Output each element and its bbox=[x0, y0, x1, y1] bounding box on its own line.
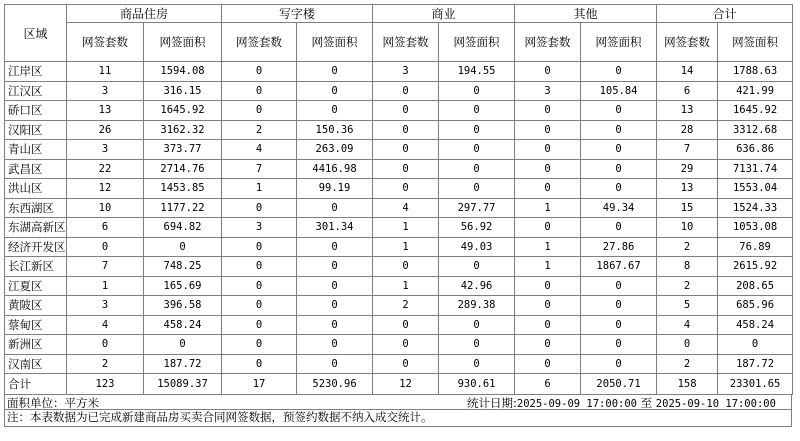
other-area-cell: 49.34 bbox=[581, 198, 657, 218]
sub-header-count: 网签套数 bbox=[515, 23, 581, 62]
office-area-cell: 0 bbox=[297, 315, 373, 335]
office-count-cell: 0 bbox=[222, 81, 297, 101]
table-row bbox=[5, 179, 793, 199]
other-area-cell: 0 bbox=[581, 315, 657, 335]
office-area-cell: 0 bbox=[297, 335, 373, 355]
commercial-area-cell: 0 bbox=[439, 315, 515, 335]
other-area-cell: 0 bbox=[581, 120, 657, 140]
office-area-cell: 263.09 bbox=[297, 140, 373, 160]
other-area-cell: 0 bbox=[581, 62, 657, 82]
total-area-cell: 23301.65 bbox=[718, 374, 793, 395]
commercial-count-cell: 0 bbox=[373, 120, 439, 140]
commercial-area-cell: 0 bbox=[439, 354, 515, 374]
office-area-cell: 0 bbox=[297, 62, 373, 82]
region-cell: 东西湖区 bbox=[5, 198, 67, 218]
office-area-cell: 0 bbox=[297, 354, 373, 374]
region-cell: 合计 bbox=[5, 374, 67, 395]
other-count-cell: 0 bbox=[515, 179, 581, 199]
residential-area-cell: 373.77 bbox=[144, 140, 222, 160]
office-area-cell: 0 bbox=[297, 276, 373, 296]
residential-count-cell: 2 bbox=[67, 354, 144, 374]
residential-area-cell: 694.82 bbox=[144, 218, 222, 238]
residential-area-cell: 187.72 bbox=[144, 354, 222, 374]
total-area-cell: 458.24 bbox=[718, 315, 793, 335]
commercial-area-cell: 0 bbox=[439, 101, 515, 121]
sub-header-count: 网签套数 bbox=[657, 23, 718, 62]
commercial-count-cell: 4 bbox=[373, 198, 439, 218]
residential-count-cell: 10 bbox=[67, 198, 144, 218]
office-area-cell: 0 bbox=[297, 296, 373, 316]
table-row bbox=[5, 140, 793, 160]
residential-count-cell: 26 bbox=[67, 120, 144, 140]
other-area-cell: 0 bbox=[581, 218, 657, 238]
total-count-cell: 0 bbox=[657, 335, 718, 355]
office-count-cell: 0 bbox=[222, 101, 297, 121]
total-area-cell: 1553.04 bbox=[718, 179, 793, 199]
other-count-cell: 0 bbox=[515, 335, 581, 355]
commercial-area-cell: 289.38 bbox=[439, 296, 515, 316]
commercial-area-cell: 297.77 bbox=[439, 198, 515, 218]
table-row bbox=[5, 257, 793, 277]
residential-area-cell: 0 bbox=[144, 237, 222, 257]
other-count-cell: 1 bbox=[515, 257, 581, 277]
sub-header-area: 网签面积 bbox=[439, 23, 515, 62]
other-count-cell: 0 bbox=[515, 276, 581, 296]
sub-header-count: 网签套数 bbox=[222, 23, 297, 62]
region-cell: 经济开发区 bbox=[5, 237, 67, 257]
residential-count-cell: 1 bbox=[67, 276, 144, 296]
table-row bbox=[5, 81, 793, 101]
commercial-count-cell: 3 bbox=[373, 62, 439, 82]
office-count-cell: 1 bbox=[222, 179, 297, 199]
region-cell: 洪山区 bbox=[5, 179, 67, 199]
office-count-cell: 4 bbox=[222, 140, 297, 160]
residential-area-cell: 748.25 bbox=[144, 257, 222, 277]
office-count-cell: 0 bbox=[222, 62, 297, 82]
other-count-cell: 0 bbox=[515, 296, 581, 316]
stat-label: 统计日期: bbox=[467, 396, 517, 410]
commercial-area-cell: 0 bbox=[439, 159, 515, 179]
commercial-count-cell: 1 bbox=[373, 237, 439, 257]
stat-end: 2025-09-10 17:00:00 bbox=[655, 398, 776, 410]
footer-info-row bbox=[4, 395, 792, 409]
residential-area-cell: 396.58 bbox=[144, 296, 222, 316]
sub-header-count: 网签套数 bbox=[373, 23, 439, 62]
commercial-count-cell: 0 bbox=[373, 101, 439, 121]
total-count-cell: 6 bbox=[657, 81, 718, 101]
residential-count-cell: 6 bbox=[67, 218, 144, 238]
other-area-cell: 0 bbox=[581, 354, 657, 374]
total-area-cell: 1524.33 bbox=[718, 198, 793, 218]
total-count-cell: 14 bbox=[657, 62, 718, 82]
region-cell: 江汉区 bbox=[5, 81, 67, 101]
other-count-cell: 0 bbox=[515, 101, 581, 121]
stat-to: 至 bbox=[640, 396, 653, 410]
other-area-cell: 2050.71 bbox=[581, 374, 657, 395]
group-header-office: 写字楼 bbox=[222, 5, 373, 23]
table-row bbox=[5, 315, 793, 335]
total-area-cell: 76.89 bbox=[718, 237, 793, 257]
table-row bbox=[5, 159, 793, 179]
office-count-cell: 17 bbox=[222, 374, 297, 395]
other-count-cell: 0 bbox=[515, 140, 581, 160]
residential-area-cell: 15089.37 bbox=[144, 374, 222, 395]
residential-area-cell: 0 bbox=[144, 335, 222, 355]
region-cell: 汉阳区 bbox=[5, 120, 67, 140]
total-count-cell: 158 bbox=[657, 374, 718, 395]
commercial-count-cell: 0 bbox=[373, 257, 439, 277]
commercial-count-cell: 1 bbox=[373, 276, 439, 296]
table-body bbox=[5, 62, 793, 395]
commercial-count-cell: 1 bbox=[373, 218, 439, 238]
total-area-cell: 7131.74 bbox=[718, 159, 793, 179]
other-count-cell: 0 bbox=[515, 218, 581, 238]
total-area-cell: 421.99 bbox=[718, 81, 793, 101]
total-count-cell: 15 bbox=[657, 198, 718, 218]
area-unit-note: 面积单位：平方米 bbox=[7, 396, 99, 410]
group-header-total: 合计 bbox=[657, 5, 793, 23]
other-count-cell: 1 bbox=[515, 198, 581, 218]
residential-count-cell: 11 bbox=[67, 62, 144, 82]
other-count-cell: 6 bbox=[515, 374, 581, 395]
office-area-cell: 99.19 bbox=[297, 179, 373, 199]
other-area-cell: 0 bbox=[581, 159, 657, 179]
residential-count-cell: 0 bbox=[67, 335, 144, 355]
commercial-count-cell: 0 bbox=[373, 354, 439, 374]
sub-header-area: 网签面积 bbox=[581, 23, 657, 62]
other-count-cell: 0 bbox=[515, 159, 581, 179]
total-area-cell: 1788.63 bbox=[718, 62, 793, 82]
region-cell: 蔡甸区 bbox=[5, 315, 67, 335]
total-count-cell: 4 bbox=[657, 315, 718, 335]
total-count-cell: 8 bbox=[657, 257, 718, 277]
total-count-cell: 2 bbox=[657, 237, 718, 257]
commercial-area-cell: 49.03 bbox=[439, 237, 515, 257]
table-row bbox=[5, 335, 793, 355]
total-count-cell: 7 bbox=[657, 140, 718, 160]
region-header: 区域 bbox=[5, 5, 67, 62]
other-area-cell: 0 bbox=[581, 335, 657, 355]
office-count-cell: 3 bbox=[222, 218, 297, 238]
table-row bbox=[5, 101, 793, 121]
office-count-cell: 0 bbox=[222, 335, 297, 355]
region-cell: 硚口区 bbox=[5, 101, 67, 121]
other-count-cell: 3 bbox=[515, 81, 581, 101]
office-count-cell: 7 bbox=[222, 159, 297, 179]
footnote: 注：本表数据为已完成新建商品房买卖合同网签数据，预签约数据不纳入成交统计。 bbox=[4, 409, 792, 427]
table-row bbox=[5, 62, 793, 82]
office-area-cell: 0 bbox=[297, 101, 373, 121]
group-header-commercial: 商业 bbox=[373, 5, 515, 23]
other-area-cell: 1867.67 bbox=[581, 257, 657, 277]
total-row bbox=[5, 374, 793, 395]
other-area-cell: 0 bbox=[581, 296, 657, 316]
total-count-cell: 13 bbox=[657, 101, 718, 121]
residential-count-cell: 22 bbox=[67, 159, 144, 179]
total-area-cell: 208.65 bbox=[718, 276, 793, 296]
sub-header-area: 网签面积 bbox=[144, 23, 222, 62]
region-cell: 新洲区 bbox=[5, 335, 67, 355]
sub-header-area: 网签面积 bbox=[718, 23, 793, 62]
stat-start: 2025-09-09 17:00:00 bbox=[516, 398, 637, 410]
region-cell: 长江新区 bbox=[5, 257, 67, 277]
residential-count-cell: 0 bbox=[67, 237, 144, 257]
commercial-area-cell: 0 bbox=[439, 120, 515, 140]
region-cell: 黄陂区 bbox=[5, 296, 67, 316]
other-area-cell: 0 bbox=[581, 179, 657, 199]
office-area-cell: 0 bbox=[297, 198, 373, 218]
group-header-other: 其他 bbox=[515, 5, 657, 23]
total-count-cell: 28 bbox=[657, 120, 718, 140]
commercial-area-cell: 194.55 bbox=[439, 62, 515, 82]
other-count-cell: 0 bbox=[515, 315, 581, 335]
residential-area-cell: 2714.76 bbox=[144, 159, 222, 179]
office-count-cell: 2 bbox=[222, 120, 297, 140]
sub-header-count: 网签套数 bbox=[67, 23, 144, 62]
table-row bbox=[5, 276, 793, 296]
commercial-count-cell: 0 bbox=[373, 140, 439, 160]
office-count-cell: 0 bbox=[222, 198, 297, 218]
other-count-cell: 1 bbox=[515, 237, 581, 257]
group-header-row bbox=[5, 5, 793, 23]
table-row bbox=[5, 198, 793, 218]
commercial-count-cell: 12 bbox=[373, 374, 439, 395]
sub-header-row bbox=[5, 23, 793, 62]
office-area-cell: 4416.98 bbox=[297, 159, 373, 179]
residential-count-cell: 13 bbox=[67, 101, 144, 121]
commercial-count-cell: 0 bbox=[373, 335, 439, 355]
transaction-table bbox=[4, 4, 793, 395]
other-count-cell: 0 bbox=[515, 354, 581, 374]
region-cell: 汉南区 bbox=[5, 354, 67, 374]
total-area-cell: 636.86 bbox=[718, 140, 793, 160]
table-row bbox=[5, 296, 793, 316]
residential-count-cell: 7 bbox=[67, 257, 144, 277]
office-count-cell: 0 bbox=[222, 237, 297, 257]
statistics-period bbox=[467, 395, 776, 411]
commercial-count-cell: 0 bbox=[373, 159, 439, 179]
report-container bbox=[4, 4, 792, 427]
commercial-count-cell: 0 bbox=[373, 81, 439, 101]
office-count-cell: 0 bbox=[222, 296, 297, 316]
other-count-cell: 0 bbox=[515, 120, 581, 140]
other-area-cell: 0 bbox=[581, 101, 657, 121]
other-area-cell: 105.84 bbox=[581, 81, 657, 101]
residential-area-cell: 1177.22 bbox=[144, 198, 222, 218]
residential-count-cell: 3 bbox=[67, 296, 144, 316]
residential-area-cell: 1594.08 bbox=[144, 62, 222, 82]
commercial-count-cell: 0 bbox=[373, 179, 439, 199]
commercial-count-cell: 0 bbox=[373, 315, 439, 335]
commercial-count-cell: 2 bbox=[373, 296, 439, 316]
total-count-cell: 13 bbox=[657, 179, 718, 199]
office-count-cell: 0 bbox=[222, 315, 297, 335]
other-area-cell: 27.86 bbox=[581, 237, 657, 257]
sub-header-area: 网签面积 bbox=[297, 23, 373, 62]
table-footer bbox=[4, 395, 792, 427]
table-row bbox=[5, 237, 793, 257]
residential-count-cell: 4 bbox=[67, 315, 144, 335]
table-row bbox=[5, 218, 793, 238]
office-area-cell: 301.34 bbox=[297, 218, 373, 238]
total-count-cell: 2 bbox=[657, 276, 718, 296]
commercial-area-cell: 0 bbox=[439, 140, 515, 160]
group-header-residential: 商品住房 bbox=[67, 5, 222, 23]
region-cell: 东湖高新区 bbox=[5, 218, 67, 238]
table-row bbox=[5, 120, 793, 140]
total-area-cell: 3312.68 bbox=[718, 120, 793, 140]
region-cell: 青山区 bbox=[5, 140, 67, 160]
total-count-cell: 29 bbox=[657, 159, 718, 179]
total-count-cell: 10 bbox=[657, 218, 718, 238]
residential-area-cell: 458.24 bbox=[144, 315, 222, 335]
office-count-cell: 0 bbox=[222, 354, 297, 374]
office-count-cell: 0 bbox=[222, 276, 297, 296]
total-area-cell: 187.72 bbox=[718, 354, 793, 374]
table-row bbox=[5, 354, 793, 374]
other-count-cell: 0 bbox=[515, 62, 581, 82]
residential-area-cell: 1453.85 bbox=[144, 179, 222, 199]
region-cell: 武昌区 bbox=[5, 159, 67, 179]
total-count-cell: 5 bbox=[657, 296, 718, 316]
office-area-cell: 0 bbox=[297, 257, 373, 277]
residential-area-cell: 3162.32 bbox=[144, 120, 222, 140]
commercial-area-cell: 56.92 bbox=[439, 218, 515, 238]
office-area-cell: 0 bbox=[297, 237, 373, 257]
office-area-cell: 0 bbox=[297, 81, 373, 101]
commercial-area-cell: 0 bbox=[439, 335, 515, 355]
commercial-area-cell: 0 bbox=[439, 179, 515, 199]
region-cell: 江岸区 bbox=[5, 62, 67, 82]
office-count-cell: 0 bbox=[222, 257, 297, 277]
commercial-area-cell: 42.96 bbox=[439, 276, 515, 296]
other-area-cell: 0 bbox=[581, 276, 657, 296]
total-area-cell: 685.96 bbox=[718, 296, 793, 316]
total-area-cell: 1645.92 bbox=[718, 101, 793, 121]
total-area-cell: 2615.92 bbox=[718, 257, 793, 277]
residential-area-cell: 1645.92 bbox=[144, 101, 222, 121]
residential-count-cell: 123 bbox=[67, 374, 144, 395]
office-area-cell: 5230.96 bbox=[297, 374, 373, 395]
residential-count-cell: 3 bbox=[67, 140, 144, 160]
commercial-area-cell: 0 bbox=[439, 257, 515, 277]
residential-count-cell: 3 bbox=[67, 81, 144, 101]
residential-area-cell: 316.15 bbox=[144, 81, 222, 101]
region-cell: 江夏区 bbox=[5, 276, 67, 296]
commercial-area-cell: 0 bbox=[439, 81, 515, 101]
total-count-cell: 2 bbox=[657, 354, 718, 374]
other-area-cell: 0 bbox=[581, 140, 657, 160]
residential-area-cell: 165.69 bbox=[144, 276, 222, 296]
office-area-cell: 150.36 bbox=[297, 120, 373, 140]
total-area-cell: 1053.08 bbox=[718, 218, 793, 238]
total-area-cell: 0 bbox=[718, 335, 793, 355]
residential-count-cell: 12 bbox=[67, 179, 144, 199]
commercial-area-cell: 930.61 bbox=[439, 374, 515, 395]
